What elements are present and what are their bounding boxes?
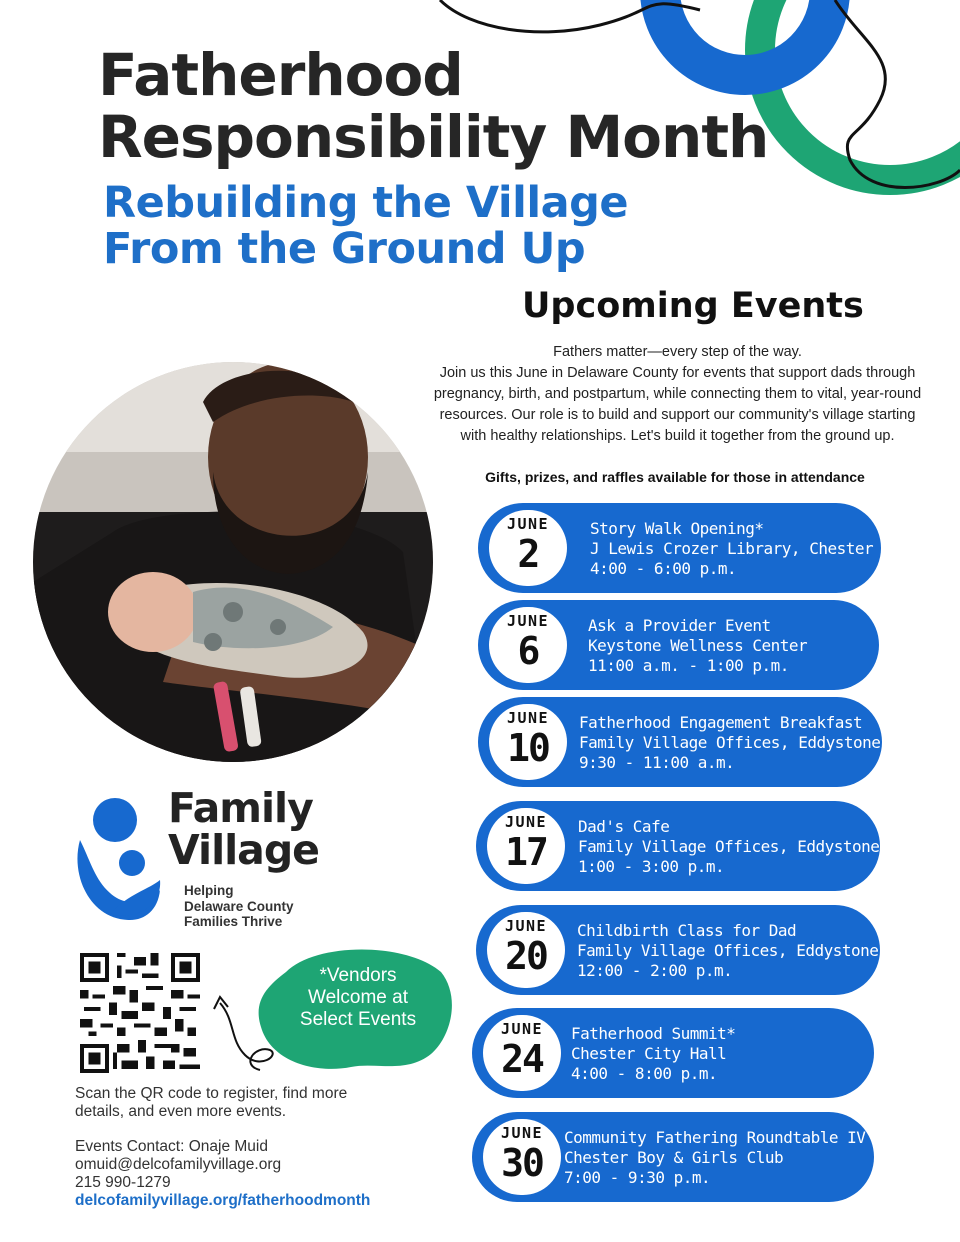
event-location: Family Village Offices, Eddystone xyxy=(577,941,879,960)
event-details xyxy=(571,1024,735,1084)
upcoming-events-heading: Upcoming Events xyxy=(522,286,864,326)
event-location: Family Village Offices, Eddystone xyxy=(579,733,881,752)
title-line-1: Fatherhood xyxy=(98,41,463,109)
event-name: Dad's Cafe xyxy=(578,817,670,836)
event-june-2[interactable] xyxy=(478,503,881,593)
logo-tagline xyxy=(184,883,294,930)
event-details xyxy=(564,1128,865,1188)
event-location: Chester Boy & Girls Club xyxy=(564,1148,784,1167)
contact-url-link[interactable]: delcofamilyvillage.org/fatherhoodmonth xyxy=(75,1192,371,1209)
event-day: 6 xyxy=(517,629,539,673)
event-time: 7:00 - 9:30 p.m. xyxy=(564,1168,711,1187)
event-day: 24 xyxy=(501,1037,543,1081)
event-time: 4:00 - 6:00 p.m. xyxy=(590,559,737,578)
events-contact xyxy=(75,1138,370,1210)
registration-qr-code[interactable] xyxy=(80,953,200,1073)
subtitle-line-2: From the Ground Up xyxy=(103,224,586,274)
intro-line-5: with healthy relationships. Let's build it together from the ground up. xyxy=(460,428,895,444)
event-date-badge xyxy=(487,808,565,884)
event-month: JUNE xyxy=(500,1020,544,1038)
event-details xyxy=(577,921,878,981)
event-june-6[interactable] xyxy=(478,600,879,690)
intro-text xyxy=(405,342,950,447)
intro-line-2: Join us this June in Delaware County for events that support dads through xyxy=(439,365,916,381)
event-day: 2 xyxy=(517,532,539,576)
title-line-2: Responsibility Month xyxy=(98,103,769,171)
event-time: 11:00 a.m. - 1:00 p.m. xyxy=(588,656,789,675)
event-name: Community Fathering Roundtable IV xyxy=(564,1128,866,1147)
contact-email[interactable]: omuid@delcofamilyvillage.org xyxy=(75,1156,282,1173)
gifts-note: Gifts, prizes, and raffles available for those in attendance xyxy=(485,469,865,485)
event-day: 10 xyxy=(507,726,549,770)
event-month: JUNE xyxy=(506,612,550,630)
logo-line-2: Village xyxy=(168,826,319,874)
event-date-badge xyxy=(489,510,567,586)
intro-line-1: Fathers matter—every step of the way. xyxy=(553,344,802,360)
event-date-badge xyxy=(489,704,567,780)
vendors-line-1: *Vendors xyxy=(319,965,397,986)
event-location: Keystone Wellness Center xyxy=(588,636,808,655)
vendors-line-3: Select Events xyxy=(299,1009,417,1030)
page-subtitle xyxy=(103,180,628,272)
event-date-badge xyxy=(483,1119,561,1195)
tagline-line-3: Families Thrive xyxy=(184,914,283,929)
event-day: 20 xyxy=(505,934,547,978)
scan-instructions: Scan the QR code to register, find more details, and even more events. xyxy=(75,1085,348,1120)
event-name: Story Walk Opening* xyxy=(590,519,764,538)
event-june-10[interactable] xyxy=(478,697,882,787)
event-june-30[interactable] xyxy=(472,1112,874,1202)
family-village-logo-icon xyxy=(70,795,170,925)
vendors-line-2: Welcome at xyxy=(308,987,408,1008)
event-time: 9:30 - 11:00 a.m. xyxy=(579,753,735,772)
event-june-24[interactable] xyxy=(472,1008,874,1098)
family-village-logo-text xyxy=(168,784,319,874)
event-location: Chester City Hall xyxy=(571,1044,727,1063)
logo-line-1: Family xyxy=(168,784,313,832)
event-month: JUNE xyxy=(500,1124,544,1142)
event-date-badge xyxy=(487,912,565,988)
event-name: Childbirth Class for Dad xyxy=(577,921,797,940)
event-month: JUNE xyxy=(504,813,548,831)
event-time: 4:00 - 8:00 p.m. xyxy=(571,1064,718,1083)
event-details xyxy=(590,519,873,579)
event-day: 30 xyxy=(501,1141,543,1185)
contact-phone[interactable]: 215 990-1279 xyxy=(75,1174,171,1191)
event-month: JUNE xyxy=(506,709,550,727)
event-time: 1:00 - 3:00 p.m. xyxy=(578,857,725,876)
event-name: Fatherhood Summit* xyxy=(571,1024,736,1043)
event-name: Fatherhood Engagement Breakfast xyxy=(579,713,863,732)
event-details xyxy=(588,616,807,676)
father-baby-photo xyxy=(33,362,433,762)
event-location: J Lewis Crozer Library, Chester xyxy=(590,539,874,558)
event-details xyxy=(579,713,880,773)
intro-line-3: pregnancy, birth, and postpartum, while connecting them to vital, year-round xyxy=(433,386,922,402)
tagline-line-2: Delaware County xyxy=(184,898,294,914)
contact-label: Events Contact: Onaje Muid xyxy=(75,1138,268,1155)
page-title xyxy=(98,41,769,171)
event-name: Ask a Provider Event xyxy=(588,616,771,635)
event-june-17[interactable] xyxy=(476,801,880,891)
vendors-welcome-text xyxy=(272,965,444,1031)
event-month: JUNE xyxy=(506,515,550,533)
event-date-badge xyxy=(483,1015,561,1091)
event-june-20[interactable] xyxy=(476,905,880,995)
event-details xyxy=(578,817,879,877)
event-location: Family Village Offices, Eddystone xyxy=(578,837,880,856)
intro-line-4: resources. Our role is to build and support our community's village starting xyxy=(439,407,916,423)
tagline-line-1: Helping xyxy=(184,883,234,898)
event-month: JUNE xyxy=(504,917,548,935)
event-date-badge xyxy=(489,607,567,683)
event-day: 17 xyxy=(505,830,547,874)
subtitle-line-1: Rebuilding the Village xyxy=(103,178,629,228)
event-time: 12:00 - 2:00 p.m. xyxy=(577,961,733,980)
